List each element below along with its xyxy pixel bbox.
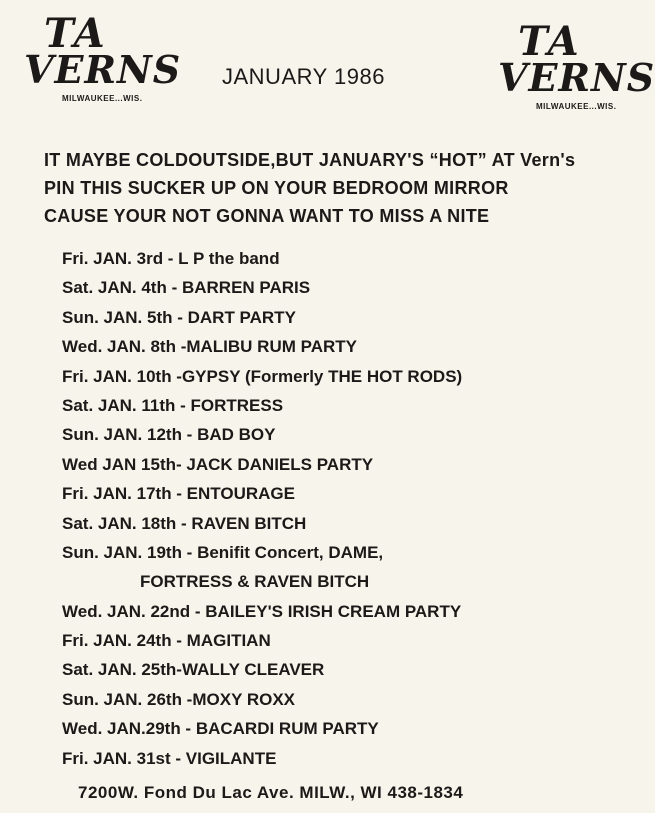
logo-city-text: MILWAUKEE...WIS.: [536, 102, 617, 111]
intro-line: CAUSE YOUR NOT GONNA WANT TO MISS A NITE: [44, 206, 490, 226]
event-row: Fri. JAN. 10th -GYPSY (Formerly THE HOT RODS): [62, 366, 463, 386]
event-row: Sun. JAN. 5th - DART PARTY: [62, 307, 296, 327]
event-row-continuation: FORTRESS & RAVEN BITCH: [140, 572, 370, 592]
event-row: Wed. JAN.29th - BACARDI RUM PARTY: [62, 719, 379, 739]
page-title: JANUARY 1986: [222, 64, 385, 89]
logo-top-text: TA: [44, 10, 107, 57]
event-row: Sat. JAN. 18th - RAVEN BITCH: [62, 513, 307, 533]
event-row: Sat. JAN. 4th - BARREN PARIS: [62, 278, 311, 298]
event-row: Wed. JAN. 22nd - BAILEY'S IRISH CREAM PARTY: [62, 601, 462, 621]
event-row: Fri. JAN. 3rd - L P the band: [62, 249, 280, 268]
taverns-logo-left: [18, 10, 182, 109]
taverns-logo-right: [492, 18, 655, 117]
event-schedule: [62, 244, 462, 773]
logo-city-text: MILWAUKEE...WIS.: [62, 94, 143, 103]
event-row: Fri. JAN. 17th - ENTOURAGE: [62, 484, 295, 504]
event-row: Fri. JAN. 31st - VIGILANTE: [62, 748, 277, 768]
event-row: Sun. JAN. 26th -MOXY ROXX: [62, 689, 296, 709]
intro-text: [44, 146, 575, 230]
event-row: Sat. JAN. 25th-WALLY CLEAVER: [62, 660, 325, 680]
event-row: Sun. JAN. 19th - Benifit Concert, DAME,: [62, 542, 384, 562]
intro-line: PIN THIS SUCKER UP ON YOUR BEDROOM MIRROR: [44, 178, 509, 198]
logo-bottom-text: VERNS: [24, 47, 182, 92]
logo-top-text: TA: [518, 18, 581, 65]
event-row: Sat. JAN. 11th - FORTRESS: [62, 395, 284, 415]
event-row: Fri. JAN. 24th - MAGITIAN: [62, 631, 271, 651]
event-row: Sun. JAN. 12th - BAD BOY: [62, 425, 276, 445]
event-row: Wed. JAN. 8th -MALIBU RUM PARTY: [62, 337, 357, 357]
logo-bottom-text: VERNS: [498, 55, 655, 100]
intro-line: IT MAYBE COLDOUTSIDE,BUT JANUARY'S “HOT” AT Vern's: [44, 150, 576, 170]
address-footer: 7200W. Fond Du Lac Ave. MILW., WI 438-1834: [78, 783, 464, 802]
event-row: Wed JAN 15th- JACK DANIELS PARTY: [62, 454, 374, 474]
